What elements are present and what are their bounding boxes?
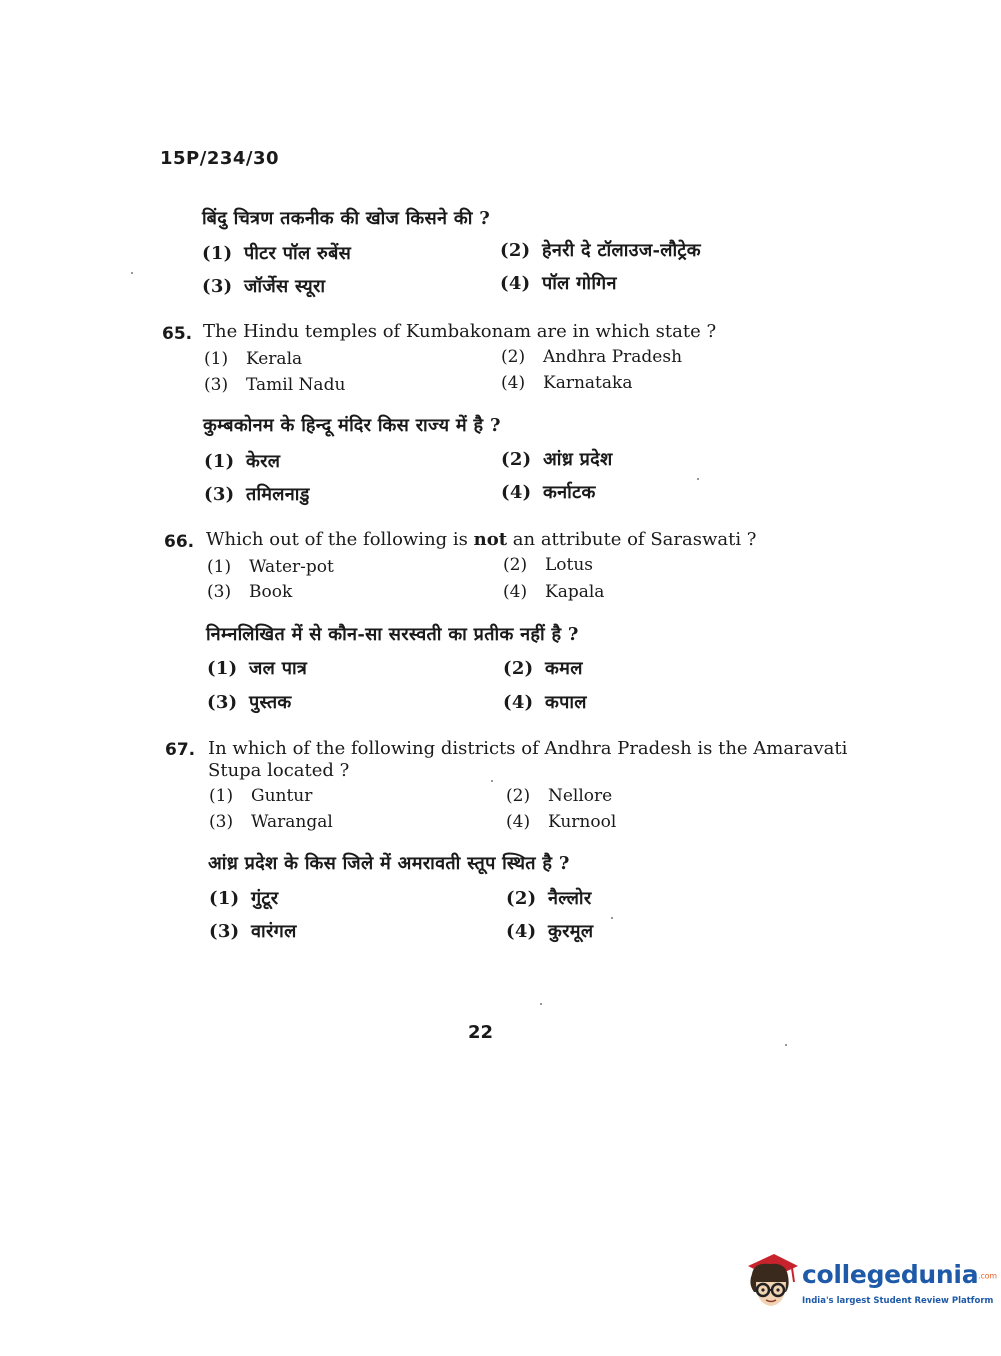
q65-hindi-option-1: (1) केरल — [204, 451, 281, 472]
q67-hindi-question: आंध्र प्रदेश के किस जिले में अमरावती स्तूप स्थित है ? — [208, 853, 570, 874]
q67-option-1: (1) Guntur — [209, 786, 313, 806]
q64-hindi-option-4: (4) पॉल गोगिन — [500, 273, 617, 294]
q65-hindi-option-3: (3) तमिलनाडु — [204, 484, 310, 505]
q64-hindi-option-1: (1) पीटर पॉल रुबेंस — [202, 243, 352, 264]
q66-option-1: (1) Water-pot — [207, 557, 334, 577]
q65-hindi-option-2: (2) आंध्र प्रदेश — [501, 449, 613, 470]
q66-hindi-option-1: (1) जल पात्र — [207, 658, 308, 679]
q66-hindi-option-3: (3) पुस्तक — [207, 692, 292, 713]
scan-speck — [611, 917, 613, 919]
scan-speck — [131, 272, 133, 274]
scan-speck — [697, 478, 699, 480]
q67-hindi-option-2: (2) नैल्लोर — [506, 888, 592, 909]
q64-hindi-question: बिंदु चित्रण तकनीक की खोज किसने की ? — [202, 208, 491, 229]
q66-hindi-question: निम्नलिखित में से कौन-सा सरस्वती का प्रतीक नहीं है ? — [206, 624, 579, 645]
q65-option-1: (1) Kerala — [204, 349, 303, 369]
q66-question: Which out of the following is not an attribute of Saraswati ? — [206, 529, 757, 550]
q65-option-3: (3) Tamil Nadu — [204, 375, 346, 395]
q64-hindi-option-2: (2) हेनरी दे टॉलाउज-लौट्रेक — [500, 240, 701, 261]
q66-hindi-option-4: (4) कपाल — [503, 692, 587, 713]
q65-question: The Hindu temples of Kumbakonam are in which state ? — [203, 321, 717, 342]
page-number: 22 — [468, 1022, 494, 1043]
q66-option-4: (4) Kapala — [503, 582, 605, 602]
q66-hindi-option-2: (2) कमल — [503, 658, 583, 679]
q64-hindi-option-3: (3) जॉर्जेस स्यूरा — [202, 276, 326, 297]
scan-speck — [785, 1044, 787, 1046]
q65-option-2: (2) Andhra Pradesh — [501, 347, 683, 367]
paper-code: 15P/234/30 — [160, 148, 280, 169]
q67-option-3: (3) Warangal — [209, 812, 333, 832]
q65-option-4: (4) Karnataka — [501, 373, 633, 393]
q67-hindi-option-4: (4) कुरमूल — [506, 921, 594, 942]
logo-tagline: India's largest Student Review Platform — [802, 1296, 994, 1306]
q67-hindi-option-3: (3) वारंगल — [209, 921, 297, 942]
q65-number: 65. — [162, 324, 193, 344]
q67-option-2: (2) Nellore — [506, 786, 613, 806]
q67-number: 67. — [165, 740, 196, 760]
scan-speck — [491, 780, 493, 782]
q65-hindi-option-4: (4) कर्नाटक — [501, 482, 596, 503]
q65-hindi-question: कुम्बकोनम के हिन्दू मंदिर किस राज्य में है ? — [203, 415, 501, 436]
logo-wordmark: collegedunia.com — [802, 1260, 997, 1289]
q67-option-4: (4) Kurnool — [506, 812, 617, 832]
scan-speck — [540, 1003, 542, 1005]
q66-option-2: (2) Lotus — [503, 555, 594, 575]
collegedunia-logo — [742, 1252, 997, 1312]
q67-question-line1: In which of the following districts of Andhra Pradesh is the Amaravati — [208, 738, 848, 759]
q66-option-3: (3) Book — [207, 582, 293, 602]
student-mascot-icon — [742, 1252, 800, 1312]
q67-hindi-option-1: (1) गुंटूर — [209, 888, 279, 909]
q67-question-line2: Stupa located ? — [208, 760, 350, 781]
q66-number: 66. — [164, 532, 195, 552]
